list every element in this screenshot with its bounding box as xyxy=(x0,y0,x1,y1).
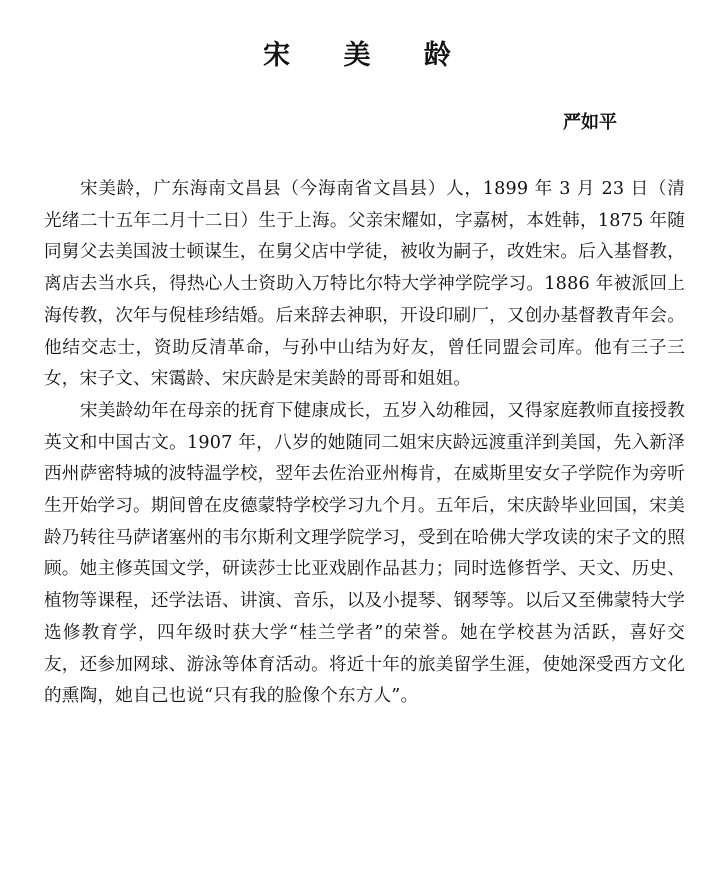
page-title: 宋 美 龄 xyxy=(263,40,473,71)
paragraph: 宋美龄，广东海南文昌县（今海南省文昌县）人，1899 年 3 月 23 日（清光绪二十五年二月十二日）生于上海。父亲宋耀如，字嘉树，本姓韩，1875 年随同舅父去美国波士顿谋生，在舅父店中学徒，被收为嗣子，改姓宋。后入基督教，离店去当水兵，得热心人士资助入万特比尔特大学神学院学习。1886 年被派回上海传教，次年与倪桂珍结婚。后来辞去神职，开设印刷厂，又创办基督教青年会。他结交志士，资助反清革命，与孙中山结为好友，曾任同盟会司库。他有三子三女，宋子文、宋霭龄、宋庆龄是宋美龄的哥哥和姐姐。 xyxy=(44,179,685,390)
article-body xyxy=(44,174,685,713)
author-name: 严如平 xyxy=(563,112,617,133)
paragraph: 宋美龄幼年在母亲的抚育下健康成长，五岁入幼稚园，又得家庭教师直接授教英文和中国古文。1907 年，八岁的她随同二姐宋庆龄远渡重洋到美国，先入新泽西州萨密特城的波特温学校，翌年去佐治亚州梅肯，在威斯里安女子学院作为旁听生开始学习。期间曾在皮德蒙特学校学习九个月。五年后，宋庆龄毕业回国，宋美龄乃转往马萨诸塞州的韦尔斯利文理学院学习，受到在哈佛大学攻读的宋子文的照顾。她主修英国文学，研读莎士比亚戏剧作品甚力；同时选修哲学、天文、历史、植物等课程，还学法语、讲演、音乐，以及小提琴、钢琴等。以后又至佛蒙特大学选修教育学，四年级时获大学“桂兰学者”的荣誉。她在学校甚为活跃，喜好交友，还参加网球、游泳等体育活动。将近十年的旅美留学生涯，使她深受西方文化的熏陶，她自己也说“只有我的脸像个东方人”。 xyxy=(44,400,685,707)
